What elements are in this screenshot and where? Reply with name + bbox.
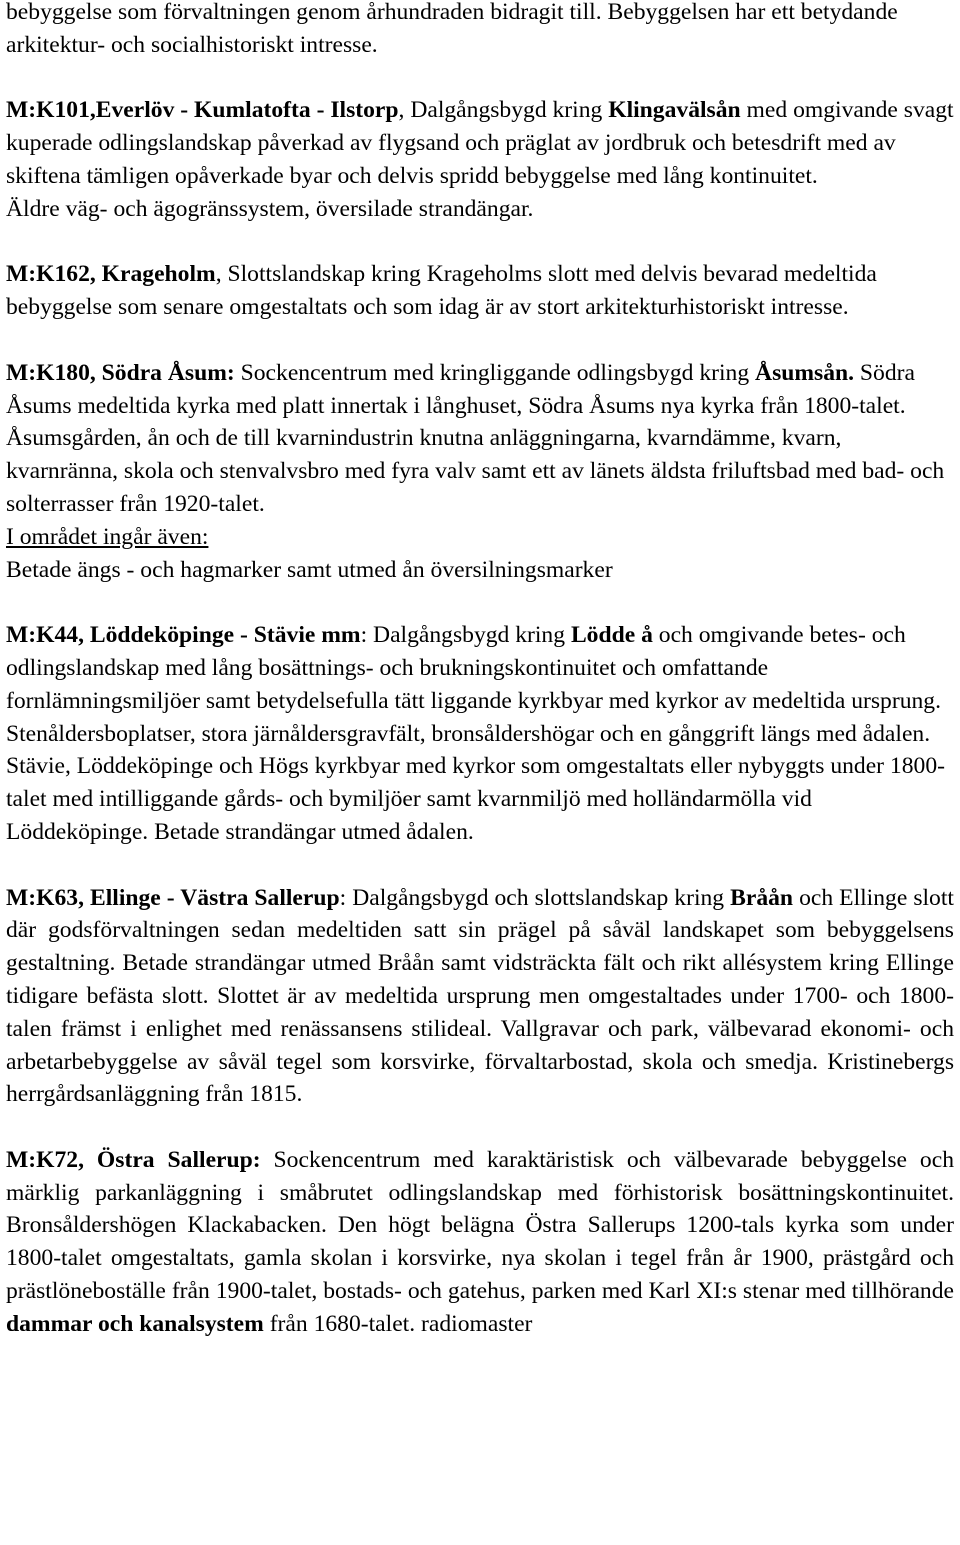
- entry-k162: M:K162, Krageholm, Slottslandskap kring Krageholms slott med delvis bevarad medeltida bebyggelse som senare omgestaltats och som idag är av stort arkitekturhistoriskt intresse.: [6, 261, 877, 321]
- entry-k63-heading: M:K63, Ellinge - Västra Sallerup: [6, 884, 340, 911]
- entry-k63: M:K63, Ellinge - Västra Sallerup: Dalgångsbygd och slottslandskap kring Bråån och Ellinge slott där godsförvaltningen sedan medeltiden satt sin prägel på såväl landskapet som bebyggelsens gestaltning. Betade strandängar utmed Bråån samt vidsträckta fält och rikt allésystem kring Ellinge tidigare befästa slott. Slottet är av medeltida ursprung men omgestaltades under 1700- och 1800-talen främst i enlighet med renässansens stilideal. Vallgravar och park, välbevarad ekonomi- och arbetarbebyggelse av såväl tegel som korsvirke, förvaltarbostad, skola och smedja. Kristinebergs herrgårdsanläggning från 1815.: [6, 884, 954, 1108]
- entry-k180-river: Åsumsån.: [755, 359, 855, 386]
- spacer: [6, 62, 954, 95]
- entry-k180-also-text: Betade ängs - och hagmarker samt utmed ån översilningsmarker: [6, 556, 613, 583]
- intro-paragraph: bebyggelse som förvaltningen genom århundraden bidragit till. Bebyggelsen har ett betydande arkitektur- och socialhistoriskt intresse.: [6, 0, 898, 58]
- spacer: [6, 324, 954, 357]
- entry-k162-heading: Krageholm: [101, 261, 216, 288]
- entry-k44: M:K44, Löddeköpinge - Stävie mm: Dalgångsbygd kring Lödde å och omgivande betes- och odlingslandskap med lång bosättnings- och brukningskontinuitet och omfattande fornlämningsmiljöer samt betydelsefulla tätt liggande kyrkbyar med kyrkor av medeltida ursprung. Stenåldersboplatser, stora järnåldersgravfält, bronsåldershögar och en gånggrift längs med ådalen. Stävie, Löddeköpinge och Högs kyrkbyar med kyrkor som omgestaltats eller nybyggts under 1800-talet med intilliggande gårds- och bymiljöer samt kvarnmiljö med holländarmölla vid Löddeköpinge. Betade strandängar utmed ådalen.: [6, 622, 945, 845]
- entry-k44-river: Lödde å: [570, 622, 653, 649]
- entry-k101-heading: M:K101,Everlöv - Kumlatofta - Ilstorp: [6, 97, 399, 124]
- entry-k44-heading: M:K44, Löddeköpinge - Stävie mm: [6, 622, 361, 649]
- entry-k72-bold-phrase: dammar och kanalsystem: [6, 1310, 264, 1337]
- entry-k63-river: Bråån: [730, 884, 794, 911]
- entry-k162-code: M:K162,: [6, 261, 102, 288]
- entry-k101: M:K101,Everlöv - Kumlatofta - Ilstorp, Dalgångsbygd kring Klingavälsån med omgivande svagt kuperade odlingslandskap påverkad av flygsand och präglat av jordbruk och betesdrift med av skiftena tämligen opåverkade byar och delvis spridd bebyggelse med lång kontinuitet.: [6, 97, 954, 189]
- entry-k101-river: Klingavälsån: [608, 97, 741, 124]
- entry-k101-line2: Äldre väg- och ägogränssystem, översilade strandängar.: [6, 195, 534, 222]
- entry-k72-heading: M:K72, Östra Sallerup:: [6, 1146, 261, 1173]
- spacer: [6, 849, 954, 882]
- spacer: [6, 1111, 954, 1144]
- entry-k180-also-label: I området ingår även:: [6, 523, 209, 550]
- document-page: [6, 0, 954, 1341]
- spacer: [6, 586, 954, 619]
- spacer: [6, 226, 954, 259]
- entry-k180-heading: M:K180, Södra Åsum:: [6, 359, 235, 386]
- entry-k180: M:K180, Södra Åsum: Sockencentrum med kringliggande odlingsbygd kring Åsumsån. Södra Åsums medeltida kyrka med platt innertak i långhuset, Södra Åsums nya kyrka från 1800-talet. Åsumsgården, ån och de till kvarnindustrin knutna anläggningarna, kvarndämme, kvarn, kvarnränna, skola och stenvalvsbro med fyra valv samt ett av länets äldsta friluftsbad med bad- och solterrasser från 1920-talet.: [6, 359, 945, 517]
- entry-k72: M:K72, Östra Sallerup: Sockencentrum med karaktäristisk och välbevarade bebyggelse och märklig parkanläggning i småbrutet odlingslandskap med förhistorisk bosättningskontinuitet. Bronsåldershögen Klackabacken. Den högt belägna Östra Sallerups 1200-tals kyrka som under 1800-talet omgestaltats, gamla skolan i korsvirke, nya skolan i tegel från år 1900, prästgård och prästlöneboställe från 1900-talet, bostads- och gatehus, parken med Karl XI:s stenar med tillhörande dammar och kanalsystem från 1680-talet. radiomaster: [6, 1146, 954, 1337]
